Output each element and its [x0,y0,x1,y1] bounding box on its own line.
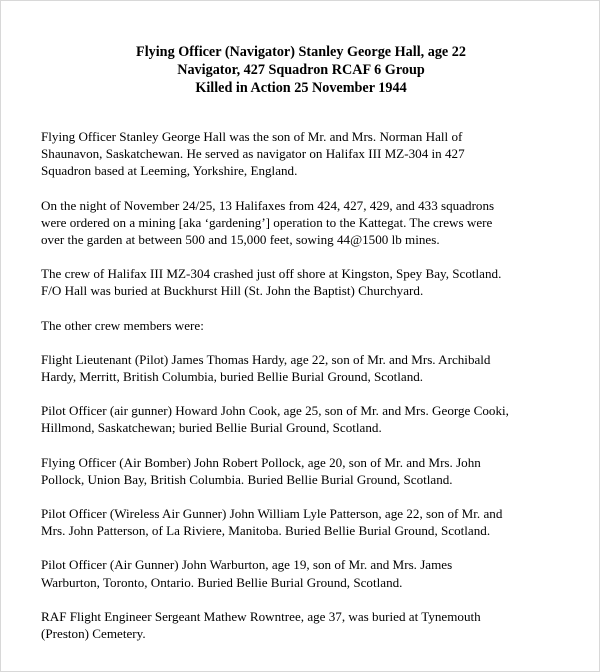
paragraph-crew-hardy [41,351,581,385]
text-line: Flying Officer (Air Bomber) John Robert Pollock, age 20, son of Mr. and Mrs. John [41,454,481,470]
header-unit-line: Navigator, 427 Squadron RCAF 6 Group [177,62,425,78]
text-line: The crew of Halifax III MZ-304 crashed just off shore at Kingston, Spey Bay, Scotland. [41,266,502,282]
text-line: Squadron based at Leeming, Yorkshire, England. [41,163,298,179]
text-line: Hardy, Merritt, British Columbia, buried Bellie Burial Ground, Scotland. [41,369,424,385]
text-line: over the garden at between 500 and 15,000 feet, sowing 44@1500 lb mines. [41,232,440,248]
text-line: Pilot Officer (Air Gunner) John Warburton, age 19, son of Mr. and Mrs. James [41,557,453,573]
text-line: RAF Flight Engineer Sergeant Mathew Rowntree, age 37, was buried at Tynemouth [41,608,481,624]
paragraph-crew-pollock [41,454,581,488]
text-line: On the night of November 24/25, 13 Halifaxes from 424, 427, 429, and 433 squadrons [41,197,495,213]
text-line: F/O Hall was buried at Buckhurst Hill (St. John the Baptist) Churchyard. [41,283,424,299]
paragraph-biography [41,128,581,180]
text-line: Hillmond, Saskatchewan; buried Bellie Burial Ground, Scotland. [41,420,382,436]
text-line: Flying Officer Stanley George Hall was the son of Mr. and Mrs. Norman Hall of [41,129,463,144]
text-line: Mrs. John Patterson, of La Riviere, Manitoba. Buried Bellie Burial Ground, Scotland. [41,523,491,539]
text-line: Pilot Officer (Wireless Air Gunner) John William Lyle Patterson, age 22, son of Mr. and [41,506,503,522]
text-line: Pilot Officer (air gunner) Howard John Cook, age 25, son of Mr. and Mrs. George Cooki, [41,403,509,419]
document-body [41,128,581,659]
paragraph-crew-intro [41,317,581,334]
header-date-line: Killed in Action 25 November 1944 [195,80,407,96]
text-line: (Preston) Cemetery. [41,626,146,642]
document-header [1,43,600,97]
text-line: The other crew members were: [41,317,204,333]
text-line: Warburton, Toronto, Ontario. Buried Bellie Burial Ground, Scotland. [41,574,403,590]
text-line: were ordered on a mining [aka ‘gardening’] operation to the Kattegat. The crews were [41,214,493,230]
text-line: Shaunavon, Saskatchewan. He served as navigator on Halifax III MZ-304 in 427 [41,146,465,162]
text-line: Flight Lieutenant (Pilot) James Thomas Hardy, age 22, son of Mr. and Mrs. Archibald [41,351,491,367]
paragraph-crew-warburton [41,556,581,590]
text-line: Pollock, Union Bay, British Columbia. Buried Bellie Burial Ground, Scotland. [41,471,453,487]
paragraph-crash [41,265,581,299]
paragraph-crew-patterson [41,505,581,539]
header-title-line: Flying Officer (Navigator) Stanley George Hall, age 22 [136,44,466,60]
paragraph-crew-cook [41,402,581,436]
paragraph-crew-rowntree [41,608,581,642]
paragraph-operation [41,197,581,249]
